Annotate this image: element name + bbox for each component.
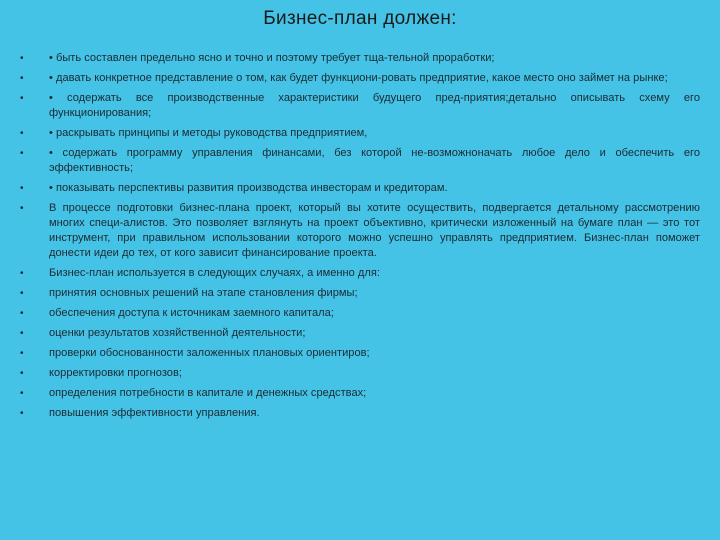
list-item — [20, 286, 700, 301]
list-item — [20, 266, 700, 281]
bullet-icon: • — [20, 53, 24, 64]
list-item — [20, 51, 700, 66]
list-item — [20, 201, 700, 261]
list-item-text: корректировки прогнозов; — [49, 367, 182, 379]
bullet-icon: • — [20, 388, 24, 399]
list-item-text: • содержать все производственные характеристики будущего пред-приятия;детально описывать схему его функционирования; — [49, 92, 700, 119]
bullet-icon: • — [20, 288, 24, 299]
list-item — [20, 71, 700, 86]
list-item — [20, 326, 700, 341]
bullet-icon: • — [20, 348, 24, 359]
list-item-text: оценки результатов хозяйственной деятельности; — [49, 327, 306, 339]
list-item — [20, 406, 700, 421]
list-item-text: • раскрывать принципы и методы руководства предприятием, — [49, 127, 368, 139]
bullet-icon: • — [20, 128, 24, 139]
list-item — [20, 386, 700, 401]
list-item-text: проверки обоснованности заложенных плановых ориентиров; — [49, 347, 370, 359]
list-item — [20, 181, 700, 196]
list-item — [20, 346, 700, 361]
list-item — [20, 306, 700, 321]
list-item-text: • показывать перспективы развития производства инвесторам и кредиторам. — [49, 182, 448, 194]
list-item-text: В процессе подготовки бизнес-плана проект, который вы хотите осуществить, подвергается детальному рассмотрению многих специ-алистов. Это позволяет взглянуть на проект объективно, критически изложенный на бумаге план — это тот инструмент, при правильном использовании которого можно успешно управлять предприятием. Бизнес-план поможет донести идеи до тех, от кого зависит финансирование проекта. — [49, 202, 700, 259]
bullet-icon: • — [20, 183, 24, 194]
list-item-text: • давать конкретное представление о том, как будет функциони-ровать предприятие, какое место оно займет на рынке; — [49, 72, 668, 84]
slide-title: Бизнес-план должен: — [263, 8, 457, 29]
list-item-text: • быть составлен предельно ясно и точно и поэтому требует тща-тельной проработки; — [49, 52, 495, 64]
bullet-icon: • — [20, 308, 24, 319]
list-item-text: определения потребности в капитале и денежных средствах; — [49, 387, 367, 399]
list-item-text: обеспечения доступа к источникам заемного капитала; — [49, 307, 334, 319]
list-item — [20, 91, 700, 121]
bullet-icon: • — [20, 203, 24, 214]
list-item-text: • содержать программу управления финансами, без которой не-возможноначать любое дело и обеспечить его эффективность; — [49, 147, 700, 174]
bullet-icon: • — [20, 368, 24, 379]
list-item-text: Бизнес-план используется в следующих случаях, а именно для: — [49, 267, 380, 279]
bullet-icon: • — [20, 268, 24, 279]
list-item-text: принятия основных решений на этапе становления фирмы; — [49, 287, 358, 299]
bullet-icon: • — [20, 328, 24, 339]
bullet-icon: • — [20, 148, 24, 159]
bullet-icon: • — [20, 73, 24, 84]
bullet-icon: • — [20, 408, 24, 419]
list-item-text: повышения эффективности управления. — [49, 407, 260, 419]
bullet-list — [20, 51, 700, 426]
list-item — [20, 146, 700, 176]
list-item — [20, 126, 700, 141]
list-item — [20, 366, 700, 381]
bullet-icon: • — [20, 93, 24, 104]
